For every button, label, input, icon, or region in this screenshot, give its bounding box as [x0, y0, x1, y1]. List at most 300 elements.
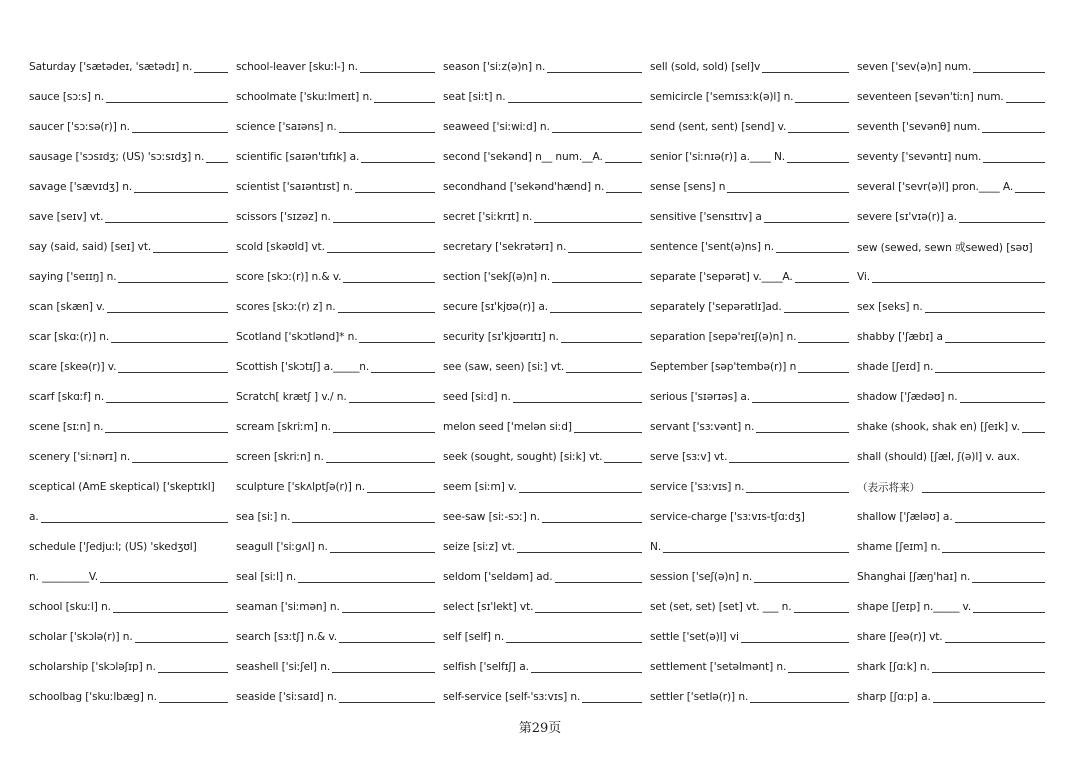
vocab-entry — [443, 442, 650, 472]
vocab-entry-text: settlement ['setəlmənt] n. — [650, 661, 787, 673]
answer-blank-line[interactable] — [513, 401, 642, 403]
vocab-entry-text: school-leaver [skuːl-] n. — [236, 61, 358, 73]
answer-blank-line[interactable] — [342, 611, 435, 613]
vocab-entry — [29, 442, 236, 472]
vocab-entry — [29, 412, 236, 442]
vocab-entry — [857, 592, 1053, 622]
answer-blank-line[interactable] — [727, 191, 849, 193]
vocab-entry — [857, 172, 1053, 202]
vocab-entry-text: seek (sought, sought) [siːk] vt. — [443, 451, 603, 463]
vocab-entry-text: melon seed ['melən siːd] — [443, 421, 572, 433]
vocab-entry-text: sew (sewed, sewn 或sewed) [səʊ] — [857, 241, 1033, 254]
vocab-entry-text: N. — [650, 541, 662, 553]
vocab-entry — [29, 82, 236, 112]
answer-blank-line[interactable] — [872, 281, 1045, 283]
vocab-column-5 — [857, 52, 1053, 712]
vocab-entry — [650, 262, 857, 292]
vocab-entry — [29, 472, 236, 502]
answer-blank-line[interactable] — [332, 671, 435, 673]
vocab-entry — [650, 622, 857, 652]
answer-blank-line[interactable] — [349, 401, 435, 403]
vocab-entry-text: n. _________V. — [29, 571, 98, 583]
vocab-entry-text: self [self] n. — [443, 631, 505, 643]
answer-blank-line[interactable] — [752, 401, 849, 403]
vocab-entry-text: sauce [sɔːs] n. — [29, 91, 105, 103]
answer-blank-line[interactable] — [542, 521, 642, 523]
answer-blank-line[interactable] — [552, 281, 642, 283]
vocab-entry — [236, 262, 443, 292]
vocab-entry — [650, 82, 857, 112]
vocab-entry — [857, 52, 1053, 82]
vocab-column-2 — [236, 52, 443, 712]
vocab-entry — [236, 82, 443, 112]
answer-blank-line[interactable] — [729, 461, 849, 463]
vocab-entry — [857, 322, 1053, 352]
vocab-entry — [857, 82, 1053, 112]
answer-blank-line[interactable] — [574, 431, 642, 433]
vocabulary-sheet — [29, 52, 1053, 712]
vocab-entry — [443, 502, 650, 532]
vocab-entry-text: scholar ['skɔlə(r)] n. — [29, 631, 133, 643]
vocab-entry-text: screen [skriːn] n. — [236, 451, 324, 463]
vocab-entry — [29, 262, 236, 292]
vocab-entry-text: seven ['sev(ə)n] num. — [857, 61, 972, 73]
vocab-entry-text: separation [sepə'reɪʃ(ə)n] n. — [650, 331, 797, 343]
vocab-entry-text: serious ['sɪərɪəs] a. — [650, 391, 751, 403]
vocab-entry — [857, 142, 1053, 172]
vocab-entry-text: shame [ʃeɪm] n. — [857, 541, 941, 553]
vocab-entry-text: saying ['seɪɪŋ] n. — [29, 271, 117, 283]
vocab-entry-text: schoolmate ['skuːlmeɪt] n. — [236, 91, 373, 103]
vocab-entry-text: shall (should) [ʃæl, ʃ(ə)l] v. aux. — [857, 451, 1020, 463]
answer-blank-line[interactable] — [506, 641, 642, 643]
vocab-entry — [443, 112, 650, 142]
vocab-entry-text: seventeen [sevən'tiːn] num. — [857, 91, 1004, 103]
answer-blank-line[interactable] — [754, 581, 849, 583]
vocab-entry-text: serve [sɜːv] vt. — [650, 451, 728, 463]
vocab-entry — [857, 442, 1053, 472]
vocab-entry-text: select [sɪ'lekt] vt. — [443, 601, 534, 613]
answer-blank-line[interactable] — [663, 551, 849, 553]
vocab-entry-text: save [seɪv] vt. — [29, 211, 104, 223]
vocab-entry-text: school [skuːl] n. — [29, 601, 111, 613]
answer-blank-line[interactable] — [741, 641, 849, 643]
vocab-entry-text: scene [sɪːn] n. — [29, 421, 104, 433]
vocab-entry — [236, 592, 443, 622]
vocab-entry — [29, 352, 236, 382]
vocab-entry — [29, 292, 236, 322]
answer-blank-line[interactable] — [795, 101, 849, 103]
vocab-entry — [236, 322, 443, 352]
answer-blank-line[interactable] — [298, 581, 435, 583]
vocab-entry — [650, 502, 857, 532]
answer-blank-line[interactable] — [41, 521, 228, 523]
vocab-entry-text: shape [ʃeɪp] n._____ v. — [857, 601, 972, 613]
answer-blank-line[interactable] — [292, 521, 435, 523]
vocab-entry-text: second ['sekənd] n__ num.__A. — [443, 151, 603, 163]
vocab-entry — [857, 352, 1053, 382]
vocab-entry — [443, 322, 650, 352]
answer-blank-line[interactable] — [982, 131, 1045, 133]
answer-blank-line[interactable] — [371, 371, 435, 373]
vocab-entry — [650, 352, 857, 382]
vocab-entry — [443, 352, 650, 382]
answer-blank-line[interactable] — [942, 551, 1045, 553]
answer-blank-line[interactable] — [113, 611, 228, 613]
vocab-entry-text: sausage ['sɔsɪdʒ; (US) 'sɔːsɪdʒ] n. — [29, 151, 205, 163]
vocab-entry — [650, 562, 857, 592]
vocab-entry — [29, 652, 236, 682]
vocab-entry-text: score [skɔː(r)] n.& v. — [236, 271, 342, 283]
vocab-entry-text: secure [sɪ'kjʊə(r)] a. — [443, 301, 549, 313]
answer-blank-line[interactable] — [327, 251, 435, 253]
vocab-entry — [443, 82, 650, 112]
vocab-entry-text: Shanghai [ʃæŋ'haɪ] n. — [857, 571, 971, 583]
vocab-entry-text: scores [skɔː(r) z] n. — [236, 301, 336, 313]
answer-blank-line[interactable] — [132, 131, 228, 133]
vocab-entry — [29, 622, 236, 652]
vocab-entry — [236, 202, 443, 232]
vocab-entry-text: separately ['sepərətlɪ]ad. — [650, 301, 782, 313]
vocab-column-1 — [29, 52, 236, 712]
vocab-entry — [236, 352, 443, 382]
vocab-entry — [443, 682, 650, 712]
vocab-entry-text: seldom ['seldəm] ad. — [443, 571, 553, 583]
answer-blank-line[interactable] — [517, 551, 642, 553]
answer-blank-line[interactable] — [983, 161, 1045, 163]
vocab-entry-text: September [səp'tembə(r)] n — [650, 361, 797, 373]
answer-blank-line[interactable] — [118, 281, 228, 283]
vocab-entry — [236, 562, 443, 592]
answer-blank-line[interactable] — [798, 371, 849, 373]
vocab-entry — [29, 382, 236, 412]
vocab-entry-text: scientist ['saɪəntɪst] n. — [236, 181, 353, 193]
vocab-entry — [443, 562, 650, 592]
vocab-entry — [857, 262, 1053, 292]
vocab-entry — [857, 622, 1053, 652]
answer-blank-line[interactable] — [756, 431, 849, 433]
answer-blank-line[interactable] — [795, 281, 849, 283]
page-number: 第29页 — [518, 721, 562, 736]
vocab-entry — [650, 202, 857, 232]
answer-blank-line[interactable] — [945, 641, 1045, 643]
vocab-entry-text: schoolbag ['skuːlbæg] n. — [29, 691, 157, 703]
answer-blank-line[interactable] — [787, 161, 849, 163]
answer-blank-line[interactable] — [333, 221, 435, 223]
answer-blank-line[interactable] — [132, 461, 228, 463]
vocab-entry — [236, 652, 443, 682]
vocab-entry-text: seal [siːl] n. — [236, 571, 297, 583]
vocab-entry — [650, 442, 857, 472]
vocab-entry — [650, 472, 857, 502]
vocab-entry — [29, 232, 236, 262]
vocab-entry-text: scholarship ['skɔləʃɪp] n. — [29, 661, 156, 673]
vocab-column-4 — [650, 52, 857, 712]
vocab-entry — [857, 562, 1053, 592]
answer-blank-line[interactable] — [1015, 191, 1045, 193]
vocab-entry-text: service ['sɜːvɪs] n. — [650, 481, 745, 493]
vocab-entry — [443, 202, 650, 232]
answer-blank-line[interactable] — [561, 341, 642, 343]
vocab-entry — [650, 532, 857, 562]
vocab-entry — [650, 292, 857, 322]
answer-blank-line[interactable] — [531, 671, 642, 673]
answer-blank-line[interactable] — [106, 101, 228, 103]
vocab-entry — [443, 592, 650, 622]
vocab-entry — [650, 652, 857, 682]
answer-blank-line[interactable] — [159, 701, 228, 703]
vocab-entry-text: share [ʃeə(r)] vt. — [857, 631, 943, 643]
answer-blank-line[interactable] — [339, 701, 435, 703]
vocab-entry-text: shabby ['ʃæbɪ] a — [857, 331, 943, 343]
answer-blank-line[interactable] — [547, 71, 642, 73]
answer-blank-line[interactable] — [945, 341, 1045, 343]
vocab-entry-text: seize [siːz] vt. — [443, 541, 515, 553]
answer-blank-line[interactable] — [107, 311, 228, 313]
vocab-entry — [443, 292, 650, 322]
vocab-entry-text: sceptical (AmE skeptical) ['skeptɪkl] — [29, 481, 215, 493]
answer-blank-line[interactable] — [959, 221, 1045, 223]
vocab-entry-text: shadow ['ʃædəʊ] n. — [857, 391, 958, 403]
vocab-entry-text: seventy ['sevəntɪ] num. — [857, 151, 982, 163]
answer-blank-line[interactable] — [1006, 101, 1045, 103]
vocab-entry — [443, 382, 650, 412]
vocab-entry — [29, 172, 236, 202]
vocab-entry-text: severe [sɪ'vɪə(r)] a. — [857, 211, 957, 223]
answer-blank-line[interactable] — [339, 641, 435, 643]
vocab-entry-text: scare [skeə(r)] v. — [29, 361, 117, 373]
vocab-entry-text: see (saw, seen) [siː] vt. — [443, 361, 565, 373]
answer-blank-line[interactable] — [960, 401, 1045, 403]
vocab-entry-text: separate ['sepərət] v.____A. — [650, 271, 793, 283]
vocab-entry — [236, 472, 443, 502]
vocab-entry-text: sharp [ʃɑːp] a. — [857, 691, 931, 703]
answer-blank-line[interactable] — [955, 521, 1045, 523]
answer-blank-line[interactable] — [374, 101, 435, 103]
answer-blank-line[interactable] — [111, 341, 228, 343]
answer-blank-line[interactable] — [100, 581, 228, 583]
answer-blank-line[interactable] — [935, 371, 1045, 373]
vocab-entry — [857, 472, 1053, 502]
vocab-entry-text: security [sɪ'kjʊərɪtɪ] n. — [443, 331, 559, 343]
answer-blank-line[interactable] — [333, 431, 435, 433]
answer-blank-line[interactable] — [326, 461, 435, 463]
answer-blank-line[interactable] — [933, 701, 1045, 703]
answer-blank-line[interactable] — [788, 671, 849, 673]
vocab-entry-text: scold [skəʊld] vt. — [236, 241, 325, 253]
answer-blank-line[interactable] — [568, 251, 642, 253]
answer-blank-line[interactable] — [972, 581, 1045, 583]
vocab-entry — [443, 172, 650, 202]
answer-blank-line[interactable] — [582, 701, 642, 703]
answer-blank-line[interactable] — [932, 671, 1045, 673]
answer-blank-line[interactable] — [158, 671, 228, 673]
vocab-entry — [857, 202, 1053, 232]
vocab-entry-text: season ['siːz(ə)n] n. — [443, 61, 546, 73]
answer-blank-line[interactable] — [750, 701, 849, 703]
answer-blank-line[interactable] — [973, 71, 1045, 73]
vocab-entry-text: science ['saɪəns] n. — [236, 121, 337, 133]
vocab-entry — [29, 592, 236, 622]
vocab-entry — [443, 412, 650, 442]
vocab-entry-text: sense [sens] n — [650, 181, 726, 193]
vocab-entry-text: secondhand ['sekənd'hænd] n. — [443, 181, 605, 193]
vocab-entry — [443, 52, 650, 82]
vocab-entry — [29, 112, 236, 142]
vocab-entry — [236, 502, 443, 532]
vocab-entry-text: shark [ʃɑːk] n. — [857, 661, 930, 673]
vocab-entry-text: several ['sevr(ə)l] pron.____ A. — [857, 181, 1014, 193]
answer-blank-line[interactable] — [604, 461, 642, 463]
answer-blank-line[interactable] — [606, 191, 642, 193]
answer-blank-line[interactable] — [794, 611, 849, 613]
vocab-entry — [650, 412, 857, 442]
vocab-entry-text: settler ['setlə(r)] n. — [650, 691, 749, 703]
vocab-entry-text: seed [siːd] n. — [443, 391, 511, 403]
answer-blank-line[interactable] — [925, 311, 1045, 313]
vocab-entry — [236, 622, 443, 652]
vocab-entry-text: section ['sekʃ(ə)n] n. — [443, 271, 551, 283]
answer-blank-line[interactable] — [534, 221, 642, 223]
vocab-entry — [236, 382, 443, 412]
vocab-entry-text: service-charge ['sɜːvɪs-tʃɑːdʒ] — [650, 511, 805, 523]
vocab-entry-text: secret ['siːkrɪt] n. — [443, 211, 533, 223]
vocab-entry — [650, 52, 857, 82]
vocab-entry-text: shake (shook, shak en) [ʃeɪk] v. — [857, 421, 1020, 433]
vocab-entry-text: shallow ['ʃæləʊ] a. — [857, 511, 953, 523]
vocab-entry-text: sentence ['sent(ə)ns] n. — [650, 241, 774, 253]
answer-blank-line[interactable] — [135, 641, 228, 643]
vocab-entry-text: secretary ['sekrətərɪ] n. — [443, 241, 567, 253]
answer-blank-line[interactable] — [555, 581, 642, 583]
vocab-entry — [236, 232, 443, 262]
answer-blank-line[interactable] — [798, 341, 849, 343]
answer-blank-line[interactable] — [106, 401, 228, 403]
vocab-entry-text: sensitive ['sensɪtɪv] a — [650, 211, 762, 223]
vocab-entry — [650, 232, 857, 262]
vocab-entry — [29, 562, 236, 592]
vocab-entry-text: seat [siːt] n. — [443, 91, 506, 103]
answer-blank-line[interactable] — [973, 611, 1045, 613]
vocab-entry-text: semicircle ['semɪsɜːk(ə)l] n. — [650, 91, 794, 103]
answer-blank-line[interactable] — [339, 131, 435, 133]
vocab-entry — [857, 382, 1053, 412]
vocab-entry-text: seashell ['siːʃel] n. — [236, 661, 331, 673]
vocab-entry-text: a. — [29, 511, 39, 523]
answer-blank-line[interactable] — [360, 71, 435, 73]
vocab-entry — [236, 52, 443, 82]
vocab-entry-text: scream [skriːm] n. — [236, 421, 331, 433]
vocab-entry-text: scan [skæn] v. — [29, 301, 105, 313]
vocab-entry — [29, 202, 236, 232]
vocab-entry-text: servant ['sɜːvənt] n. — [650, 421, 755, 433]
answer-blank-line[interactable] — [367, 491, 435, 493]
answer-blank-line[interactable] — [343, 281, 435, 283]
vocab-entry — [650, 172, 857, 202]
answer-blank-line[interactable] — [105, 431, 228, 433]
answer-blank-line[interactable] — [605, 161, 642, 163]
answer-blank-line[interactable] — [1022, 431, 1045, 433]
vocab-entry — [29, 52, 236, 82]
answer-blank-line[interactable] — [519, 491, 642, 493]
vocab-entry-text: Scottish ['skɔtɪʃ] a._____n. — [236, 361, 370, 373]
answer-blank-line[interactable] — [330, 551, 435, 553]
answer-blank-line[interactable] — [359, 341, 435, 343]
answer-blank-line[interactable] — [361, 161, 435, 163]
answer-blank-line[interactable] — [153, 251, 228, 253]
vocab-entry-text: seaman ['siːmən] n. — [236, 601, 340, 613]
answer-blank-line[interactable] — [194, 71, 228, 73]
vocab-entry-text: scar [skɑː(r)] n. — [29, 331, 110, 343]
vocab-entry — [857, 652, 1053, 682]
answer-blank-line[interactable] — [338, 311, 435, 313]
vocab-entry — [443, 142, 650, 172]
vocab-entry — [236, 682, 443, 712]
answer-blank-line[interactable] — [764, 221, 849, 223]
answer-blank-line[interactable] — [206, 161, 228, 163]
vocab-entry-text: seventh ['sevənθ] num. — [857, 121, 981, 133]
vocab-entry-text: settle ['set(ə)l] vi — [650, 631, 739, 643]
answer-blank-line[interactable] — [922, 491, 1045, 493]
vocab-entry — [236, 112, 443, 142]
answer-blank-line[interactable] — [118, 371, 228, 373]
vocab-entry-text: sex [seks] n. — [857, 301, 923, 313]
vocab-entry-text: shade [ʃeɪd] n. — [857, 361, 934, 373]
vocab-entry — [443, 652, 650, 682]
vocab-entry-text: say (said, said) [seɪ] vt. — [29, 241, 152, 253]
answer-blank-line[interactable] — [508, 101, 642, 103]
vocab-entry — [650, 322, 857, 352]
vocab-entry — [236, 292, 443, 322]
answer-blank-line[interactable] — [535, 611, 642, 613]
answer-blank-line[interactable] — [105, 221, 228, 223]
vocab-entry-text: seaside ['siːsaɪd] n. — [236, 691, 337, 703]
vocab-entry-text: see-saw [siː-sɔː] n. — [443, 511, 540, 523]
vocab-entry-text: Scotland ['skɔtlənd]* n. — [236, 331, 358, 343]
vocab-entry-text: Vi. — [857, 271, 871, 283]
answer-blank-line[interactable] — [552, 131, 642, 133]
vocab-entry — [236, 142, 443, 172]
vocab-entry-text: selfish ['selfɪʃ] a. — [443, 661, 529, 673]
answer-blank-line[interactable] — [762, 71, 849, 73]
vocab-entry — [236, 532, 443, 562]
vocab-entry — [650, 592, 857, 622]
vocab-entry-text: self-service [self-'sɜːvɪs] n. — [443, 691, 581, 703]
vocab-entry-text: （表示将来） — [857, 481, 920, 494]
vocab-entry-text: seaweed ['siːwiːd] n. — [443, 121, 550, 133]
answer-blank-line[interactable] — [566, 371, 642, 373]
vocab-entry-text: saucer ['sɔːsə(r)] n. — [29, 121, 130, 133]
answer-blank-line[interactable] — [355, 191, 435, 193]
vocab-entry-text: send (sent, sent) [send] v. — [650, 121, 787, 133]
answer-blank-line[interactable] — [134, 191, 228, 193]
answer-blank-line[interactable] — [550, 311, 642, 313]
answer-blank-line[interactable] — [776, 251, 849, 253]
vocab-entry-text: schedule ['ʃedjuːl; (US) 'skedʒʊl] — [29, 541, 197, 553]
vocab-entry — [857, 532, 1053, 562]
vocab-entry — [857, 412, 1053, 442]
vocab-entry — [236, 412, 443, 442]
answer-blank-line[interactable] — [784, 311, 849, 313]
vocab-entry — [650, 382, 857, 412]
vocab-entry-text: scenery ['siːnərɪ] n. — [29, 451, 131, 463]
vocab-column-3 — [443, 52, 650, 712]
vocab-entry — [443, 232, 650, 262]
answer-blank-line[interactable] — [746, 491, 849, 493]
vocab-entry-text: search [sɜːtʃ] n.& v. — [236, 631, 338, 643]
answer-blank-line[interactable] — [788, 131, 849, 133]
vocab-entry-text: Scratch[ krætʃ ] v./ n. — [236, 391, 347, 403]
